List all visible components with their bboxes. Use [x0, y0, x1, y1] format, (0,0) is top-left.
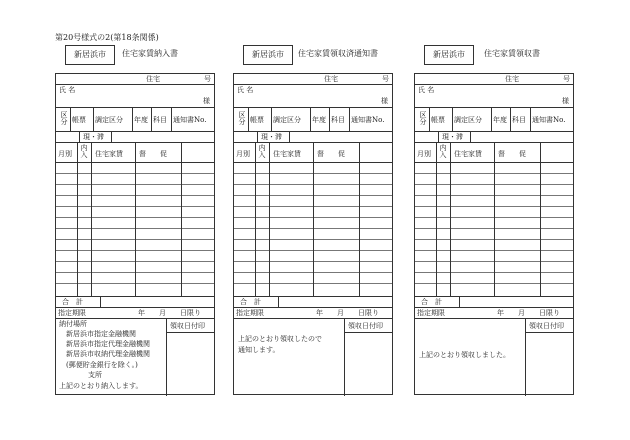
name-label: 氏 名: [237, 86, 254, 94]
name-label: 氏 名: [59, 86, 76, 94]
receipt-stamp-label: 領収日付印: [348, 322, 383, 330]
notice-number-label: 通知書No.: [173, 116, 207, 124]
number-suffix-label: 号: [382, 75, 389, 83]
receipt-stamp-label: 領収日付印: [529, 322, 564, 330]
honorific-label: 様: [562, 97, 569, 105]
housing-label: 住宅: [146, 75, 160, 83]
total-label: 合 計: [62, 298, 83, 306]
city-stamp-box: 新居浜市: [65, 45, 115, 65]
number-suffix-label: 号: [563, 75, 570, 83]
month-column-header: 月別: [58, 150, 72, 158]
due-date-label: 指定期限: [58, 309, 86, 317]
form-title: 住宅家賃領収済通知書: [298, 49, 378, 58]
honorific-label: 様: [381, 97, 388, 105]
notice-statement: 通知します。: [238, 346, 280, 354]
month-column-header: 月別: [236, 150, 250, 158]
due-date-label: 指定期限: [236, 309, 264, 317]
payment-statement: 上記のとおり納入します。: [59, 382, 143, 390]
city-stamp-box: 新居浜市: [424, 45, 474, 65]
payment-slip-form: [55, 73, 215, 395]
rent-column-header: 住宅家賃: [95, 150, 123, 158]
form-number-label: 第20号様式の2(第18条関係): [55, 33, 159, 42]
partial-payment-column-header: 内入: [80, 144, 89, 158]
fiscal-year-label: 年度: [134, 116, 148, 124]
notice-number-label: 通知書No.: [351, 116, 385, 124]
current-overdue-label: 現・滞: [442, 133, 463, 141]
payment-place-line: 新居浜市指定金融機関: [66, 330, 136, 338]
payment-place-line: 新居浜市指定代理金融機関: [66, 340, 150, 348]
notice-number-label: 通知書No.: [532, 116, 566, 124]
account-item-label: 科目: [512, 116, 526, 124]
month-column-header: 月別: [417, 150, 431, 158]
form-title: 住宅家賃領収書: [484, 49, 540, 58]
due-date-label: 指定期限: [417, 309, 445, 317]
notice-statement: 上記のとおり領収したので: [238, 335, 322, 343]
receipt-statement: 上記のとおり領収しました。: [419, 351, 510, 359]
account-item-label: 科目: [331, 116, 345, 124]
payment-place-line: 納付場所: [59, 320, 87, 328]
ledger-label: 帳票: [431, 116, 445, 124]
due-date-value: 年 月 日限り: [138, 309, 201, 317]
payment-place-line: 支所: [88, 371, 102, 379]
receipt-notice-form: [233, 73, 393, 395]
payment-place-line: 新居浜市収納代理金融機関: [66, 350, 150, 358]
form-title: 住宅家賃納入書: [122, 49, 178, 58]
receipt-form: [414, 73, 574, 395]
account-item-label: 科目: [153, 116, 167, 124]
total-label: 合 計: [421, 298, 442, 306]
reminder-column-header: 督 促: [139, 150, 167, 158]
fiscal-year-label: 年度: [493, 116, 507, 124]
honorific-label: 様: [203, 97, 210, 105]
housing-label: 住宅: [505, 75, 519, 83]
number-suffix-label: 号: [204, 75, 211, 83]
receipt-stamp-label: 領収日付印: [170, 322, 205, 330]
assessment-division-label: 調定区分: [95, 116, 123, 124]
name-label: 氏 名: [418, 86, 435, 94]
division-label: 区分: [60, 111, 69, 125]
current-overdue-label: 現・滞: [83, 133, 104, 141]
division-label: 区分: [419, 111, 428, 125]
assessment-division-label: 調定区分: [454, 116, 482, 124]
ledger-label: 帳票: [72, 116, 86, 124]
current-overdue-label: 現・滞: [261, 133, 282, 141]
due-date-value: 年 月 日限り: [497, 309, 560, 317]
rent-column-header: 住宅家賃: [273, 150, 301, 158]
division-label: 区分: [238, 111, 247, 125]
city-stamp-box: 新居浜市: [243, 45, 293, 65]
reminder-column-header: 督 促: [317, 150, 345, 158]
assessment-division-label: 調定区分: [273, 116, 301, 124]
payment-place-line: (郵便貯金銀行を除く。): [66, 361, 138, 369]
ledger-label: 帳票: [250, 116, 264, 124]
reminder-column-header: 督 促: [498, 150, 526, 158]
due-date-value: 年 月 日限り: [316, 309, 379, 317]
housing-label: 住宅: [324, 75, 338, 83]
fiscal-year-label: 年度: [312, 116, 326, 124]
partial-payment-column-header: 内入: [258, 144, 267, 158]
partial-payment-column-header: 内入: [439, 144, 448, 158]
rent-column-header: 住宅家賃: [454, 150, 482, 158]
total-label: 合 計: [240, 298, 261, 306]
